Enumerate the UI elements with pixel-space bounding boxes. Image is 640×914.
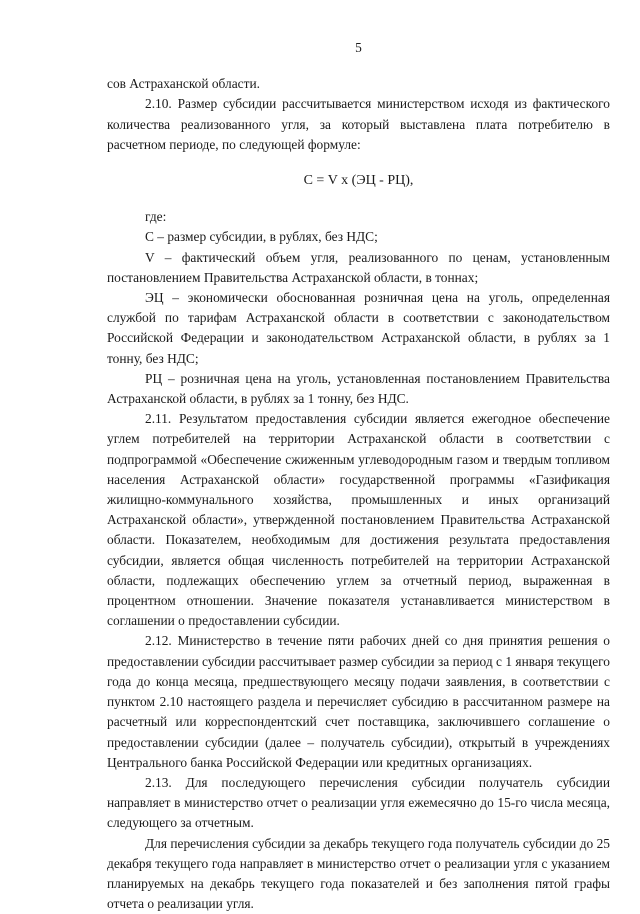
- subsidy-formula: С = V х (ЭЦ - РЦ),: [303, 173, 414, 189]
- paragraph-continuation: сов Астраханской области.: [107, 76, 260, 92]
- definition-c: С – размер субсидии, в рублях, без НДС;: [145, 229, 378, 245]
- paragraph-2-11: 2.11. Результатом предоставления субсидии является ежегодное обеспечение углем потребителей на территории Астраханской области в соответствии с подпрограммой «Обеспечение сжиженным углеводородным газом и твердым топливом населения Астраханской области» государственной программы «Газификация жилищно-коммунального хозяйства, промышленных и иных организаций Астраханской области», утвержденной постановлением Правительства Астраханской области. Показателем, необходимым для достижения результата предоставления субсидии, является общая численность потребителей на территории Астраханской области, подлежащих обеспечению углем за отчетный период, выраженная в процентном отношении. Значение показателя устанавливается министерством в соглашении о предоставлении субсидии.: [107, 411, 610, 629]
- paragraph-december: Для перечисления субсидии за декабрь текущего года получатель субсидии до 25 декабря текущего года направляет в министерство отчет о реализации угля с указанием планируемых на декабрь текущего года показателей и без заполнения пятой графы отчета о реализации угля.: [107, 835, 610, 912]
- paragraph-2-10: 2.10. Размер субсидии рассчитывается министерством исходя из фактического количества реализованного угля, за который выставлена плата потребителю в расчетном периоде, по следующей формуле:: [107, 96, 610, 152]
- page-number: 5: [355, 40, 362, 55]
- definition-rc: РЦ – розничная цена на уголь, установленная постановлением Правительства Астраханской области, в рублях за 1 тонну, без НДС.: [107, 370, 610, 407]
- definition-ec: ЭЦ – экономически обоснованная розничная цена на уголь, определенная службой по тарифам Астраханской области в соответствии с законодательством Российской Федерации и законодательством Астраханской области, в рублях за 1 тонну, без НДС;: [107, 290, 610, 366]
- paragraph-2-13: 2.13. Для последующего перечисления субсидии получатель субсидии направляет в министерство отчет о реализации угля ежемесячно до 15-го числа месяца, следующего за отчетным.: [107, 774, 610, 831]
- definition-v: V – фактический объем угля, реализованного по ценам, установленным постановлением Правительства Астраханской области, в тоннах;: [107, 249, 610, 285]
- paragraph-2-12: 2.12. Министерство в течение пяти рабочих дней со дня принятия решения о предоставлении субсидии рассчитывает размер субсидии за период с 1 января текущего года до конца месяца, предшествующего месяцу подачи заявления, в соответствии с пунктом 2.10 настоящего раздела и перечисляет субсидию в рассчитанном размере на расчетный или корреспондентский счет поставщика, заключившего соглашение о предоставлении субсидии (далее – получатель субсидии), открытый в учреждениях Центрального банка Российской Федерации или кредитных организациях.: [107, 633, 610, 770]
- where-label: где:: [145, 209, 167, 225]
